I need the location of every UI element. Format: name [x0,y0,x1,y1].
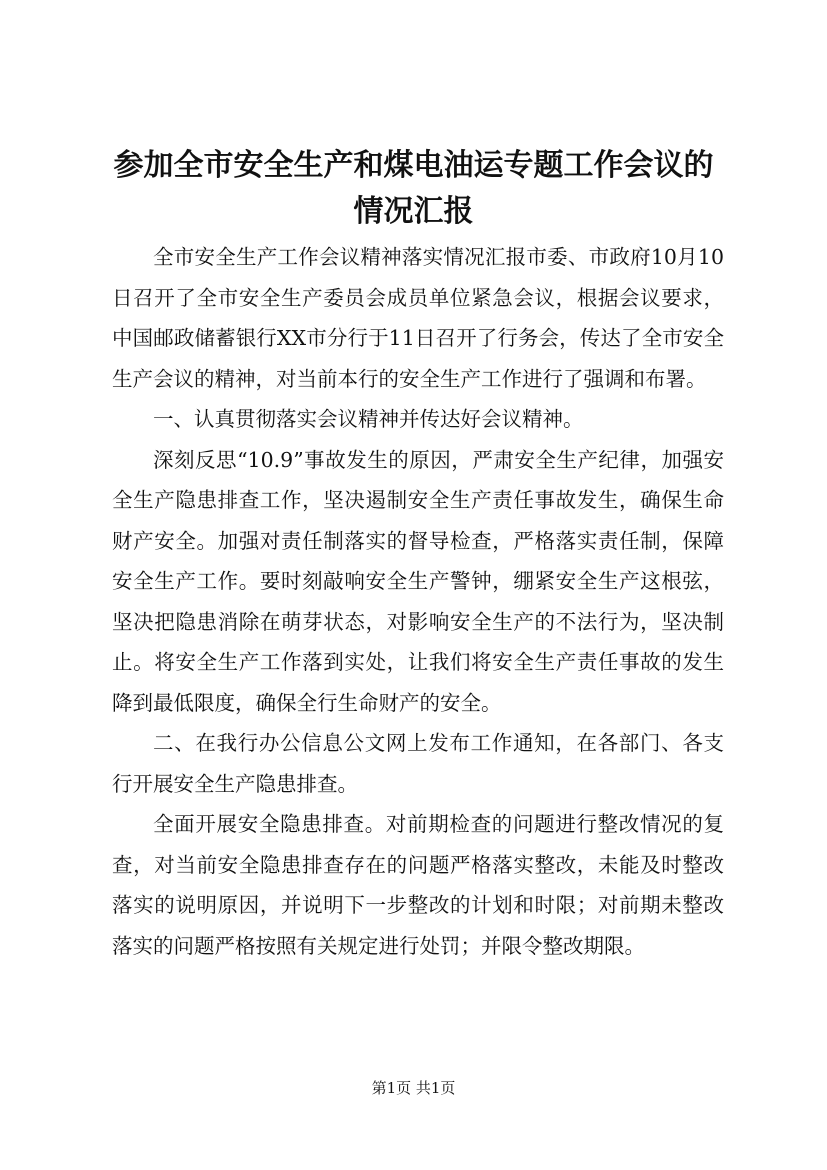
document-body [112,237,724,966]
section-two-heading: 二、在我行办公信息公文网上发布工作通知，在各部门、各支行开展安全生产隐患排查。 [112,731,724,796]
document-title: 参加全市安全生产和煤电油运专题工作会议的情况汇报 [113,148,714,229]
section-one-heading: 一、认真贯彻落实会议精神并传达好会议精神。 [153,407,584,431]
page-number-footer: 第1页 共1页 [371,1079,456,1097]
section-two-paragraph: 全面开展安全隐患排查。对前期检查的问题进行整改情况的复查，对当前安全隐患排查存在的问题严格落实整改，未能及时整改落实的说明原因，并说明下一步整改的计划和时限；对前期未整改落实的问题严格按照有关规定进行处罚；并限令整改期限。 [112,812,724,958]
intro-paragraph: 全市安全生产工作会议精神落实情况汇报市委、市政府10月10日召开了全市安全生产委员会成员单位紧急会议，根据会议要求，中国邮政储蓄银行XX市分行于11日召开了行务会，传达了全市安全生产会议的精神，对当前本行的安全生产工作进行了强调和布署。 [112,245,724,391]
section-one-paragraph: 深刻反思“10.9”事故发生的原因，严肃安全生产纪律，加强安全生产隐患排查工作，坚决遏制安全生产责任事故发生，确保生命财产安全。加强对责任制落实的督导检查，严格落实责任制，保障安全生产工作。要时刻敲响安全生产警钟，绷紧安全生产这根弦，坚决把隐患消除在萌芽状态，对影响安全生产的不法行为，坚决制止。将安全生产工作落到实处，让我们将安全生产责任事故的发生降到最低限度，确保全行生命财产的安全。 [112,447,724,715]
